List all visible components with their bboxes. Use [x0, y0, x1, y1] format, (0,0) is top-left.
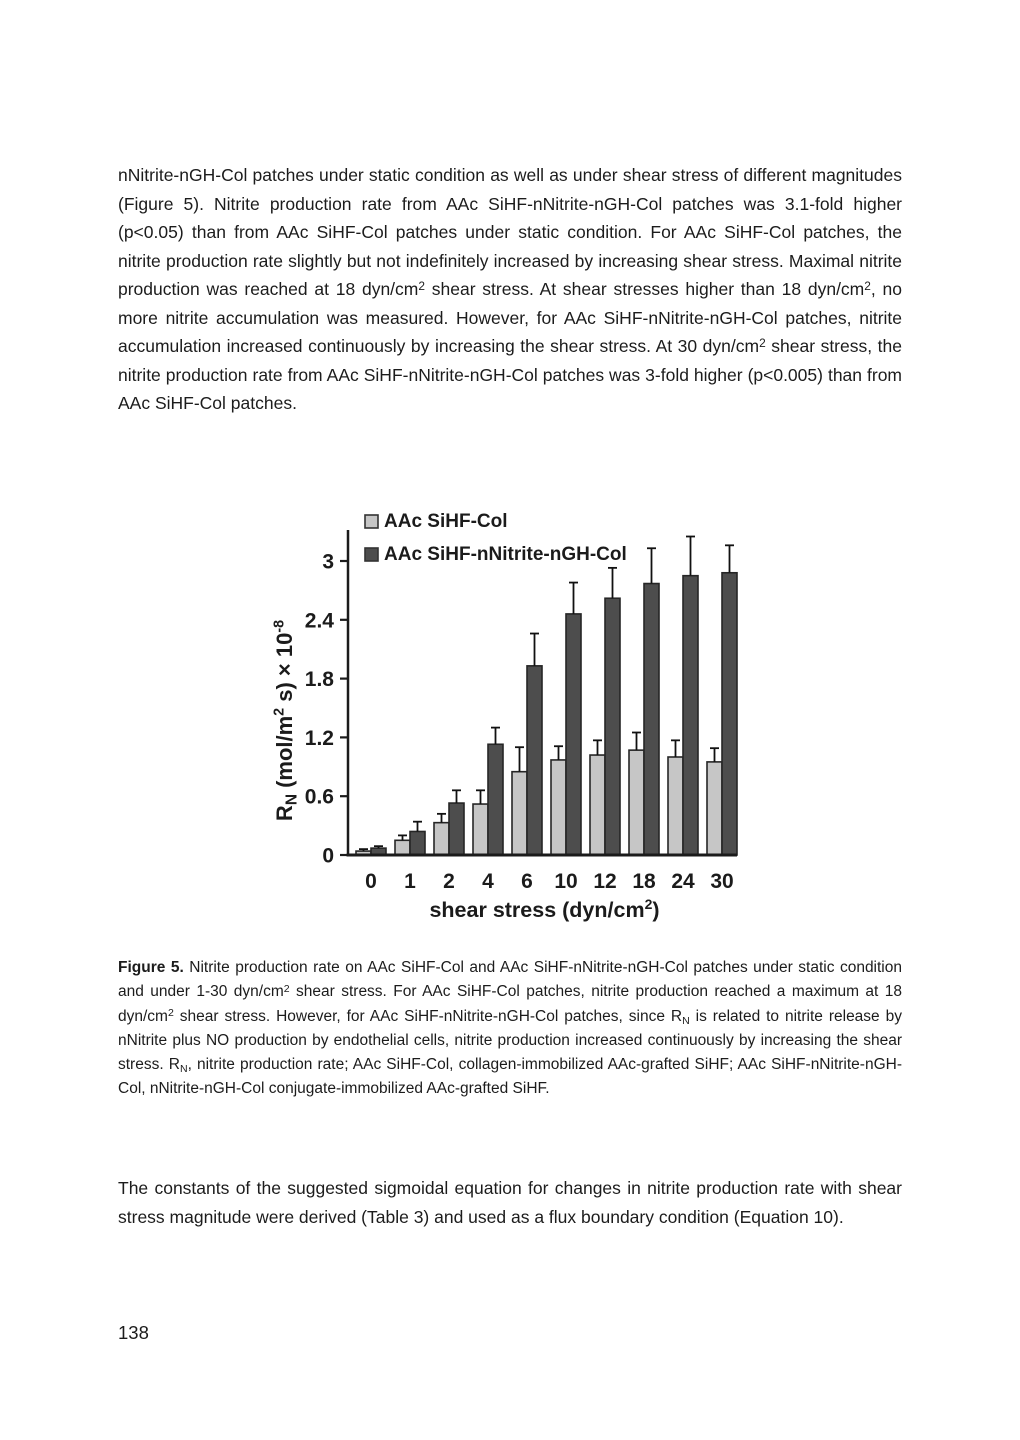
- figure-5-chart: [268, 496, 772, 948]
- bar: [410, 831, 425, 855]
- bar-chart: [268, 496, 772, 948]
- legend-swatch: [365, 548, 378, 561]
- figure-caption-label: Figure 5.: [118, 959, 184, 976]
- x-axis-title: shear stress $(dyn/cm^2)$: [429, 895, 660, 922]
- bar: [512, 772, 527, 855]
- bar: [590, 755, 605, 855]
- legend-label: AAc SiHF-nNitrite-nGH-Col: [384, 544, 627, 565]
- page-number: 138: [118, 1322, 149, 1343]
- y-tick-label: 1.2: [304, 726, 334, 750]
- x-tick-label: 18: [632, 870, 656, 893]
- x-tick-label: 30: [710, 870, 734, 893]
- y-tick-label: 0.6: [304, 785, 334, 809]
- bar: [629, 750, 644, 855]
- bar: [395, 840, 410, 855]
- bar: [527, 666, 542, 855]
- bar: [449, 803, 464, 855]
- bar: [551, 760, 566, 855]
- x-tick-label: 10: [554, 870, 578, 893]
- bar: [605, 598, 620, 855]
- bar: [473, 804, 488, 855]
- x-tick-label: 12: [593, 870, 617, 893]
- bar: [644, 584, 659, 855]
- y-tick-label: 2.4: [304, 609, 334, 633]
- figure-caption-text: Nitrite production rate on AAc SiHF-Col and AAc SiHF-nNitrite-nGH-Col patches under static condition and under 1-30 dyn/$cm^2$ shear stress. For AAc SiHF-Col patches, nitrite production reached a maximum at 18 dyn/$cm^2$ shear stress. However, for AAc SiHF-nNitrite-nGH-Col patches, since $R_N$ is related to nitrite release by nNitrite plus NO production by endothelial cells, nitrite production increased continuously by increasing the shear stress. $R_N$, nitrite production rate; AAc SiHF-Col, collagen-immobilized AAc-grafted SiHF; AAc SiHF-nNitrite-nGH-Col, nNitrite-nGH-Col conjugate-immobilized AAc-grafted SiHF.: [118, 959, 903, 1098]
- bar: [566, 614, 581, 855]
- legend-label: AAc SiHF-Col: [384, 511, 508, 532]
- y-tick-label: 0: [322, 844, 334, 868]
- x-tick-label: 1: [404, 870, 416, 893]
- y-tick-label: 1.8: [304, 668, 334, 692]
- bar: [434, 823, 449, 855]
- y-tick-label: 3: [322, 550, 334, 574]
- paragraph-bottom: The constants of the suggested sigmoidal equation for changes in nitrite production rate with shear stress magnitude were derived (Table 3) and used as a flux boundary condition (Equation 10).: [118, 1178, 902, 1227]
- y-axis-title: $R_N$ ($mol/m^2$ $s) \times 10^{-8}$: [271, 619, 301, 822]
- bar: [668, 757, 683, 855]
- x-tick-label: 24: [671, 870, 695, 893]
- paragraph-top: nNitrite-nGH-Col patches under static condition as well as under shear stress of different magnitudes (Figure 5). Nitrite production rate from AAc SiHF-nNitrite-nGH-Col patches was 3.1-fold higher (p<0.05) than from AAc SiHF-Col patches under static condition. For AAc SiHF-Col patches, the nitrite production rate slightly but not indefinitely increased by increasing shear stress. Maximal nitrite production was reached at 18 dyn/$cm^2$ shear stress. At shear stresses higher than 18 dyn/$cm^2$, no more nitrite accumulation was measured. However, for AAc SiHF-nNitrite-nGH-Col patches, nitrite accumulation increased continuously by increasing the shear stress. At 30 dyn/$cm^2$ shear stress, the nitrite production rate from AAc SiHF-nNitrite-nGH-Col patches was 3-fold higher (p<0.005) than from AAc SiHF-Col patches.: [118, 165, 902, 413]
- x-tick-label: 6: [521, 870, 533, 893]
- bar: [722, 573, 737, 855]
- x-tick-label: 4: [482, 870, 494, 893]
- x-tick-label: 0: [365, 870, 377, 893]
- bar: [707, 762, 722, 855]
- figure-caption: [118, 956, 902, 1102]
- bar: [488, 744, 503, 855]
- legend-swatch: [365, 515, 378, 528]
- x-tick-label: 2: [443, 870, 455, 893]
- bar: [683, 576, 698, 855]
